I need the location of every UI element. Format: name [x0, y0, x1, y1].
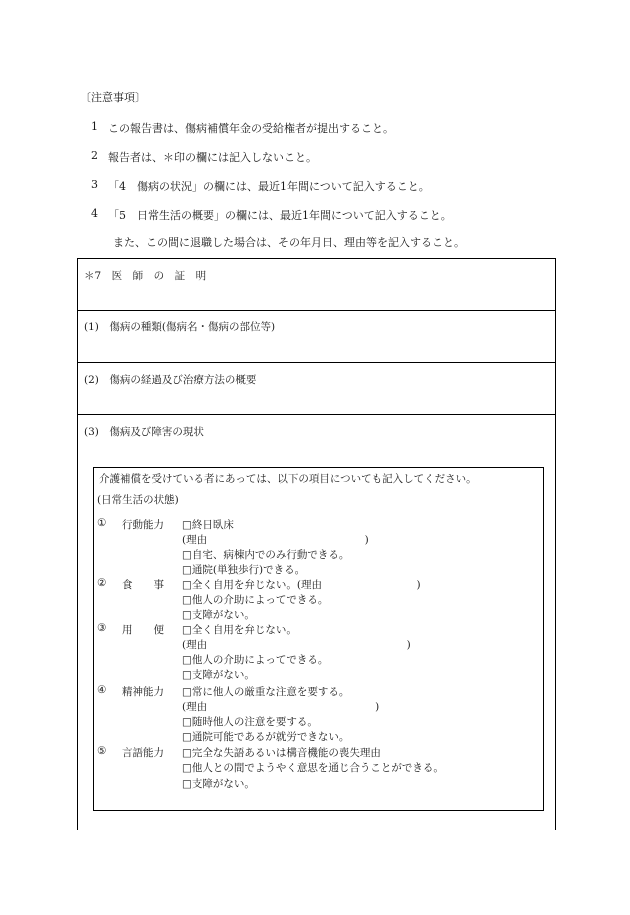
category-label: 用 便 [122, 624, 164, 636]
note-4-number: 4 [91, 207, 98, 220]
note-4-text: 「5 日常生活の概要」の欄には、最近1年間について記入すること。 [108, 209, 452, 222]
reason-field[interactable]: (理由 ) [182, 534, 369, 546]
category-number: ② [97, 577, 107, 589]
note-continuation: また、この間に退職した場合は、その年月日、理由等を記入すること。 [113, 236, 465, 249]
category-number: ⑤ [97, 745, 107, 757]
form-top-border [77, 258, 556, 259]
category-label: 食 事 [122, 579, 164, 591]
form-left-border [77, 258, 78, 830]
category-label: 精神能力 [122, 686, 164, 698]
inner-intro: 介護補償を受けている者にあっては、以下の項目についても記入してください。 [99, 473, 477, 485]
note-2-number: 2 [91, 149, 98, 162]
checkbox-option[interactable]: □全く自用を弁じない。(理由 ) [182, 579, 421, 591]
checkbox-option[interactable]: □終日臥床 [182, 519, 234, 531]
note-3-text: 「4 傷病の状況」の欄には、最近1年間について記入すること。 [108, 180, 430, 193]
note-1-number: 1 [91, 120, 98, 133]
checkbox-option[interactable]: □常に他人の厳重な注意を要する。 [182, 686, 350, 698]
category-number: ① [97, 517, 107, 529]
inner-subheading: (日常生活の状態) [97, 494, 179, 506]
checkbox-option[interactable]: □支障がない。 [182, 609, 255, 621]
reason-field[interactable]: (理由 ) [182, 639, 411, 651]
note-2-text: 報告者は、＊印の欄には記入しないこと。 [108, 151, 317, 164]
checkbox-option[interactable]: □通院(単独歩行)できる。 [182, 564, 306, 576]
field-label-current-condition: (3) 傷病及び障害の現状 [84, 426, 204, 438]
checkbox-option[interactable]: □完全な失語あるいは構音機能の喪失理由 [182, 747, 381, 759]
note-1-text: この報告書は、傷病補償年金の受給権者が提出すること。 [108, 122, 394, 135]
field-label-treatment-overview: (2) 傷病の経過及び治療方法の概要 [84, 374, 257, 386]
notes-heading: 〔注意事項〕 [80, 91, 146, 104]
category-label: 言語能力 [122, 747, 164, 759]
category-number: ③ [97, 622, 107, 634]
checkbox-option[interactable]: □自宅、病棟内でのみ行動できる。 [182, 549, 350, 561]
reason-field[interactable]: (理由 ) [182, 701, 380, 713]
row-divider [77, 414, 556, 415]
note-3-number: 3 [91, 178, 98, 191]
checkbox-option[interactable]: □通院可能であるが就労できない。 [182, 731, 350, 743]
checkbox-option[interactable]: □他人との間でようやく意思を通じ合うことができる。 [182, 762, 444, 774]
category-number: ④ [97, 684, 107, 696]
field-label-injury-type: (1) 傷病の種類(傷病名・傷病の部位等) [84, 321, 276, 333]
form-right-border [555, 258, 556, 830]
checkbox-option[interactable]: □全く自用を弁じない。 [182, 624, 297, 636]
section-title: ＊7 医 師 の 証 明 [84, 270, 207, 282]
checkbox-option[interactable]: □支障がない。 [182, 778, 255, 790]
category-label: 行動能力 [122, 519, 164, 531]
checkbox-option[interactable]: □他人の介助によってできる。 [182, 594, 329, 606]
checkbox-option[interactable]: □支障がない。 [182, 669, 255, 681]
checkbox-option[interactable]: □他人の介助によってできる。 [182, 654, 329, 666]
row-divider [77, 310, 556, 311]
checkbox-option[interactable]: □随時他人の注意を要する。 [182, 716, 318, 728]
row-divider [77, 362, 556, 363]
